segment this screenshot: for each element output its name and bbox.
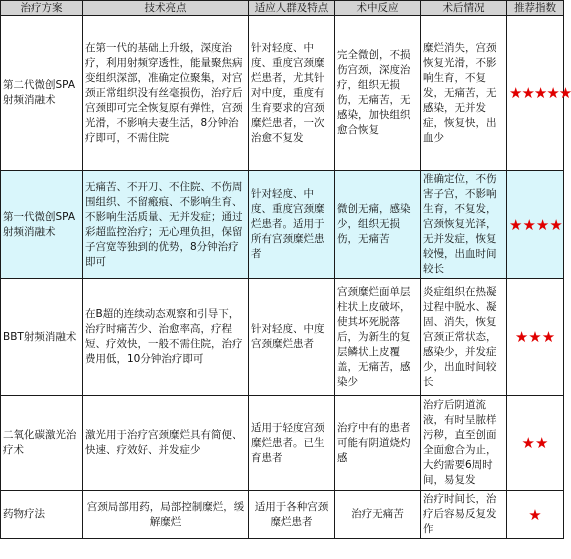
postop-cell: 炎症组织在热凝过程中脱水、凝固、消失，恢复宫颈正常状态，感染少，并发症少，出血时间较长 xyxy=(421,279,507,396)
rating-stars: ★★★★★ xyxy=(507,16,564,171)
table-row xyxy=(1,491,564,539)
tech-cell: 激光用于治疗宫颈糜烂具有简便、快速、疗效好、并发症少 xyxy=(83,396,249,491)
intraop-cell: 宫颈糜烂面单层柱状上皮破坏，使其坏死脱落后，为新生的复层鳞状上皮覆盖，无痛苦，感染少 xyxy=(335,279,421,396)
plan-name-cell: BBT射频消融术 xyxy=(1,279,83,396)
table-row xyxy=(1,171,564,279)
tech-cell: 无痛苦、不开刀、不住院、不伤周围组织、不留瘢痕、不影响生育、不影响生活质量、无并发症；通过彩超监控治疗；无心理负担，保留子宫宽等独到的优势，8分钟治疗即可 xyxy=(83,171,249,279)
intraop-cell: 治疗中有的患者可能有阴道烧灼感 xyxy=(335,396,421,491)
table-row xyxy=(1,16,564,171)
rating-stars: ★★★★ xyxy=(507,171,564,279)
tech-cell: 宫颈局部用药，局部控制糜烂，缓解糜烂 xyxy=(83,491,249,539)
header-plan: 治疗方案 xyxy=(1,1,83,16)
header-row xyxy=(1,1,564,16)
plan-name-cell: 第二代微创SPA射频消融术 xyxy=(1,16,83,171)
table-row xyxy=(1,279,564,396)
intraop-cell: 治疗无痛苦 xyxy=(335,491,421,539)
postop-cell: 糜烂消失，宫颈恢复光滑，不影响生育，不复发，无痛苦，无感染，无并发症，恢复快，出血少 xyxy=(421,16,507,171)
plan-name-cell: 第一代微创SPA射频消融术 xyxy=(1,171,83,279)
tech-cell: 在B超的连续动态观察和引导下，治疗时痛苦少、治愈率高，疗程短、疗效快，一般不需住院，治疗费用低，10分钟治疗即可 xyxy=(83,279,249,396)
header-postop: 术后情况 xyxy=(421,1,507,16)
header-intraop: 术中反应 xyxy=(335,1,421,16)
rating-stars: ★ xyxy=(507,491,564,539)
header-tech: 技术亮点 xyxy=(83,1,249,16)
target-cell: 针对轻度、中度、重度宫颈糜烂患者。适用于所有宫颈糜烂患者 xyxy=(249,171,335,279)
plan-name-cell: 二氧化碳激光治疗术 xyxy=(1,396,83,491)
postop-cell: 治疗后阴道流液，有时呈脓样污秽，直至创面全面愈合为止，大约需要6周时间，易复发 xyxy=(421,396,507,491)
rating-stars: ★★★ xyxy=(507,279,564,396)
target-cell: 适用于轻度宫颈糜烂患者。已生育患者 xyxy=(249,396,335,491)
postop-cell: 准确定位，不伤害子宫，不影响生育，不复发，宫颈恢复光泽，无并发症，恢复较慢，出血时间较长 xyxy=(421,171,507,279)
table-row xyxy=(1,396,564,491)
intraop-cell: 微创无痛，感染少，组织无损伤，无痛苦 xyxy=(335,171,421,279)
target-cell: 适用于各种宫颈糜烂患者 xyxy=(249,491,335,539)
header-rating: 推荐指数 xyxy=(507,1,564,16)
target-cell: 针对轻度、中度宫颈糜烂患者 xyxy=(249,279,335,396)
plan-name-cell: 药物疗法 xyxy=(1,491,83,539)
intraop-cell: 完全微创，不损伤宫颈，深度治疗，组织无损伤，无痛苦，无感染，加快组织愈合恢复 xyxy=(335,16,421,171)
target-cell: 针对轻度、中度、重度宫颈糜烂患者，尤其针对中度，重度有生育要求的宫颈糜烂患者，一次治愈不复发 xyxy=(249,16,335,171)
tech-cell: 在第一代的基础上升级，深度治疗，利用射频穿透性，能量聚焦病变组织深部，准确定位聚集，对宫颈正常组织没有丝毫损伤，治疗后宫颈即可完全恢复原有弹性，宫颈光滑，不影响夫妻生活，8分钟治疗即可，不需住院 xyxy=(83,16,249,171)
rating-stars: ★★ xyxy=(507,396,564,491)
header-target: 适应人群及特点 xyxy=(249,1,335,16)
postop-cell: 治疗时间长，治疗后容易反复发作 xyxy=(421,491,507,539)
